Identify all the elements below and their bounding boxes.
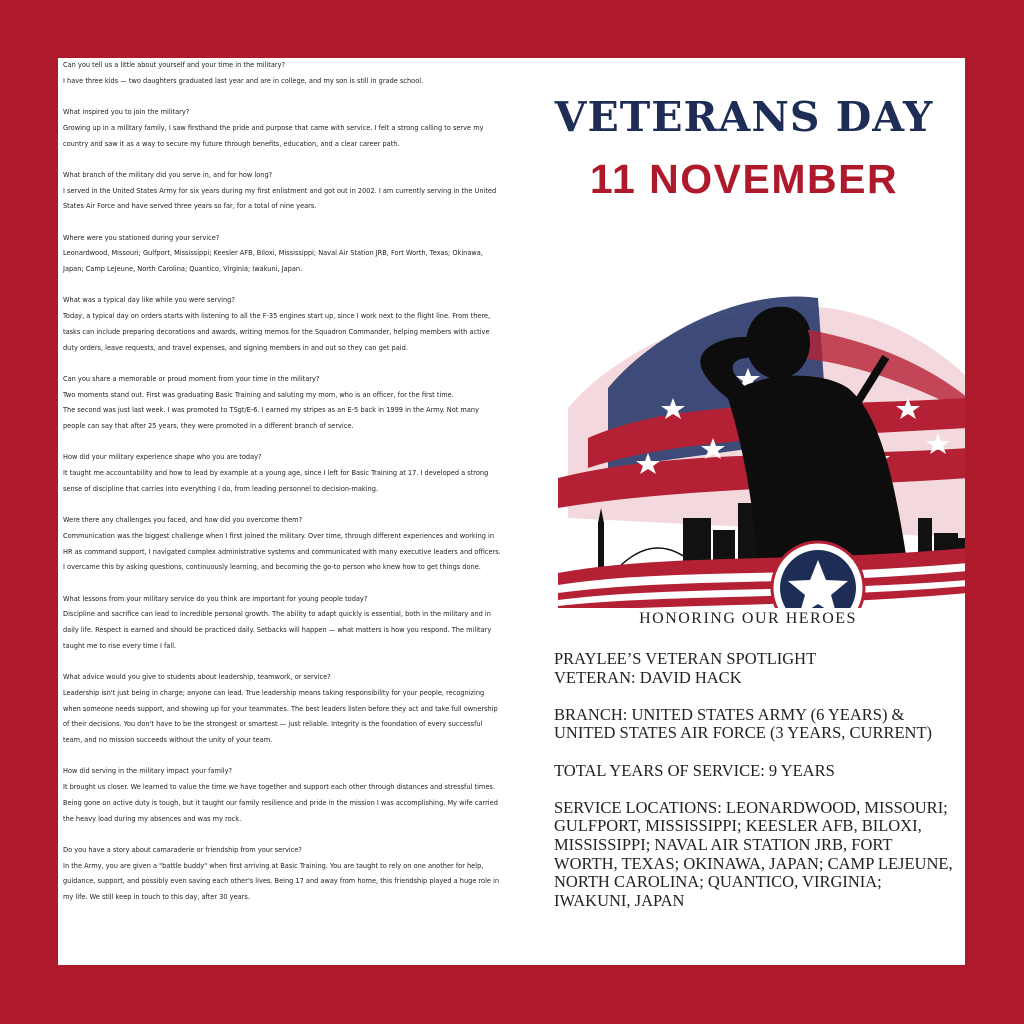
interview-question: Can you share a memorable or proud moment from your time in the military? [63,374,320,383]
interview-question: How did your military experience shape who you are today? [63,453,262,462]
interview-item [63,58,503,89]
interview-item [63,450,503,497]
interview-question: Do you have a story about camaraderie or friendship from your service? [63,845,302,854]
honoring-heading: HONORING OUR HEROES [639,610,857,627]
spotlight-title: PRAYLEE’S VETERAN SPOTLIGHT [554,649,817,668]
page-title: VETERANS DAY [554,93,934,141]
interview-answer: Leadership isn't just being in charge; anyone can lead. True leadership means taking responsibility for your people, recognizing when someone needs support, and showing up for your teammates. The best leaders listen before they act and take full ownership of their decisions. You don't have to be the strongest or smartest — just reliable. Integrity is the foundation of every successful team, and no mission succeeds without the unity of your team. [63,688,498,745]
interview-item [63,513,503,576]
interview-answer: Growing up in a military family, I saw firsthand the pride and purpose that came with service. I felt a strong calling to serve my country and saw it as a way to secure my future through benefits, education, and a clear career path. [63,123,484,148]
interview-question: What inspired you to join the military? [63,108,190,117]
interview-question: How did serving in the military impact your family? [63,767,233,776]
interview-item [63,372,503,435]
interview-answer: Today, a typical day on orders starts with listening to all the F-35 engines start up, since I work next to the flight line. From there, tasks can include preparing decorations and awards, writing memos for the Squadron Commander, helping members with active duty orders, leave requests, and travel expenses, and signing members in and out so they can get paid. [63,312,491,352]
veteran-illustration [498,238,965,613]
interview-question: Were there any challenges you faced, and how did you overcome them? [63,516,303,525]
interview-item [63,293,503,356]
interview-question: What advice would you give to students about leadership, teamwork, or service? [63,673,331,682]
interview-item [63,231,503,278]
spotlight-names [554,650,954,687]
interview-answer: I have three kids — two daughters graduated last year and are in college, and my son is still in grade school. [63,76,424,85]
interview-item [63,670,503,749]
interview-question: Where were you stationed during your service? [63,233,220,242]
interview-item [63,105,503,152]
interview-answer: It taught me accountability and how to lead by example at a young age, since I left for Basic Training at 17. I developed a strong sense of discipline that carries into everything I do, from leading personnel to decision-making. [63,469,489,493]
total-service: TOTAL YEARS OF SERVICE: 9 YEARS [554,760,835,780]
interview-answer: I served in the United States Army for six years during my first enlistment and got out in 2002. I am currently serving in the United States Air Force and have served three years so far, for a total of nine years. [63,186,497,211]
interview-answer: Two moments stand out. First was graduating Basic Training and saluting my mom, who is an officer, for the first time. [63,390,454,399]
interview-item [63,764,503,827]
interview-question: What was a typical day like while you were serving? [63,296,235,305]
interview-question: What lessons from your military service do you think are important for young people today? [63,594,368,603]
interview-answer: Leonardwood, Missouri; Gulfport, Mississippi; Keesler AFB, Biloxi, Mississippi; Naval Air Station JRB, Fort Worth, Texas; Okinawa, Japan; Camp LeJeune, North Carolina; Quantico, Virginia; Iwakuni, Japan. [63,249,483,274]
date-heading: 11 NOVEMBER [589,156,899,202]
interview-answer: It brought us closer. We learned to value the time we have together and support each other through distances and stressful times. Being gone on active duty is tough, but it taught our family resilience and pride in the mission I was accomplishing. My wife carried the heavy load during my absences and was my rock. [63,783,498,823]
interview-item [63,843,503,906]
interview-answer: Communication was the biggest challenge when I first joined the military. Over time, through different experiences and working in HR as command support, I navigated complex administrative systems and communicated with many executive leaders and officers. I overcame this by asking questions, continuously learning, and becoming the go-to person who knew how to get things done. [63,531,501,572]
branch-info: BRANCH: UNITED STATES ARMY (6 YEARS) & UNITED STATES AIR FORCE (3 YEARS, CURRENT) [554,704,933,743]
interview-answer: The second was just last week. I was promoted to TSgt/E-6. I earned my stripes as an E-5 back in 1999 in the Army. Not many people can say that after 25 years, they were promoted in a different branch of service. [63,406,479,431]
interview-item [63,592,503,655]
veteran-name: VETERAN: DAVID HACK [554,667,742,687]
interview-column [63,58,503,921]
interview-answer: In the Army, you are given a "battle buddy" when first arriving at Basic Training. You are taught to rely on one another for help, guidance, support, and possibly even saving each other's lives. Being 17 and away from home, this friendship played a huge role in my life. We still keep in touch to this day, after 30 years. [63,861,500,902]
poster-page [58,58,965,965]
interview-question: What branch of the military did you serve in, and for how long? [63,170,273,179]
interview-question: Can you tell us a little about yourself and your time in the military? [63,61,285,69]
service-locations: SERVICE LOCATIONS: LEONARDWOOD, MISSOURI; GULFPORT, MISSISSIPPI; KEESLER AFB, BILOXI, MISSISSIPPI; NAVAL AIR STATION JRB, FORT WORTH, TEXAS; OKINAWA, JAPAN; CAMP LEJEUNE, NORTH CAROLINA; QUANTICO, VIRGINIA; IWAKUNI, JAPAN [554,797,953,910]
veteran-spotlight-details [554,650,954,929]
interview-answer: Discipline and sacrifice can lead to incredible personal growth. The ability to adapt quickly is essential, both in the military and in daily life. Respect is earned and should be practiced daily. Setbacks will happen — what matters is how you respond. The military taught me to rise every time I fall. [63,610,492,650]
interview-item [63,168,503,215]
